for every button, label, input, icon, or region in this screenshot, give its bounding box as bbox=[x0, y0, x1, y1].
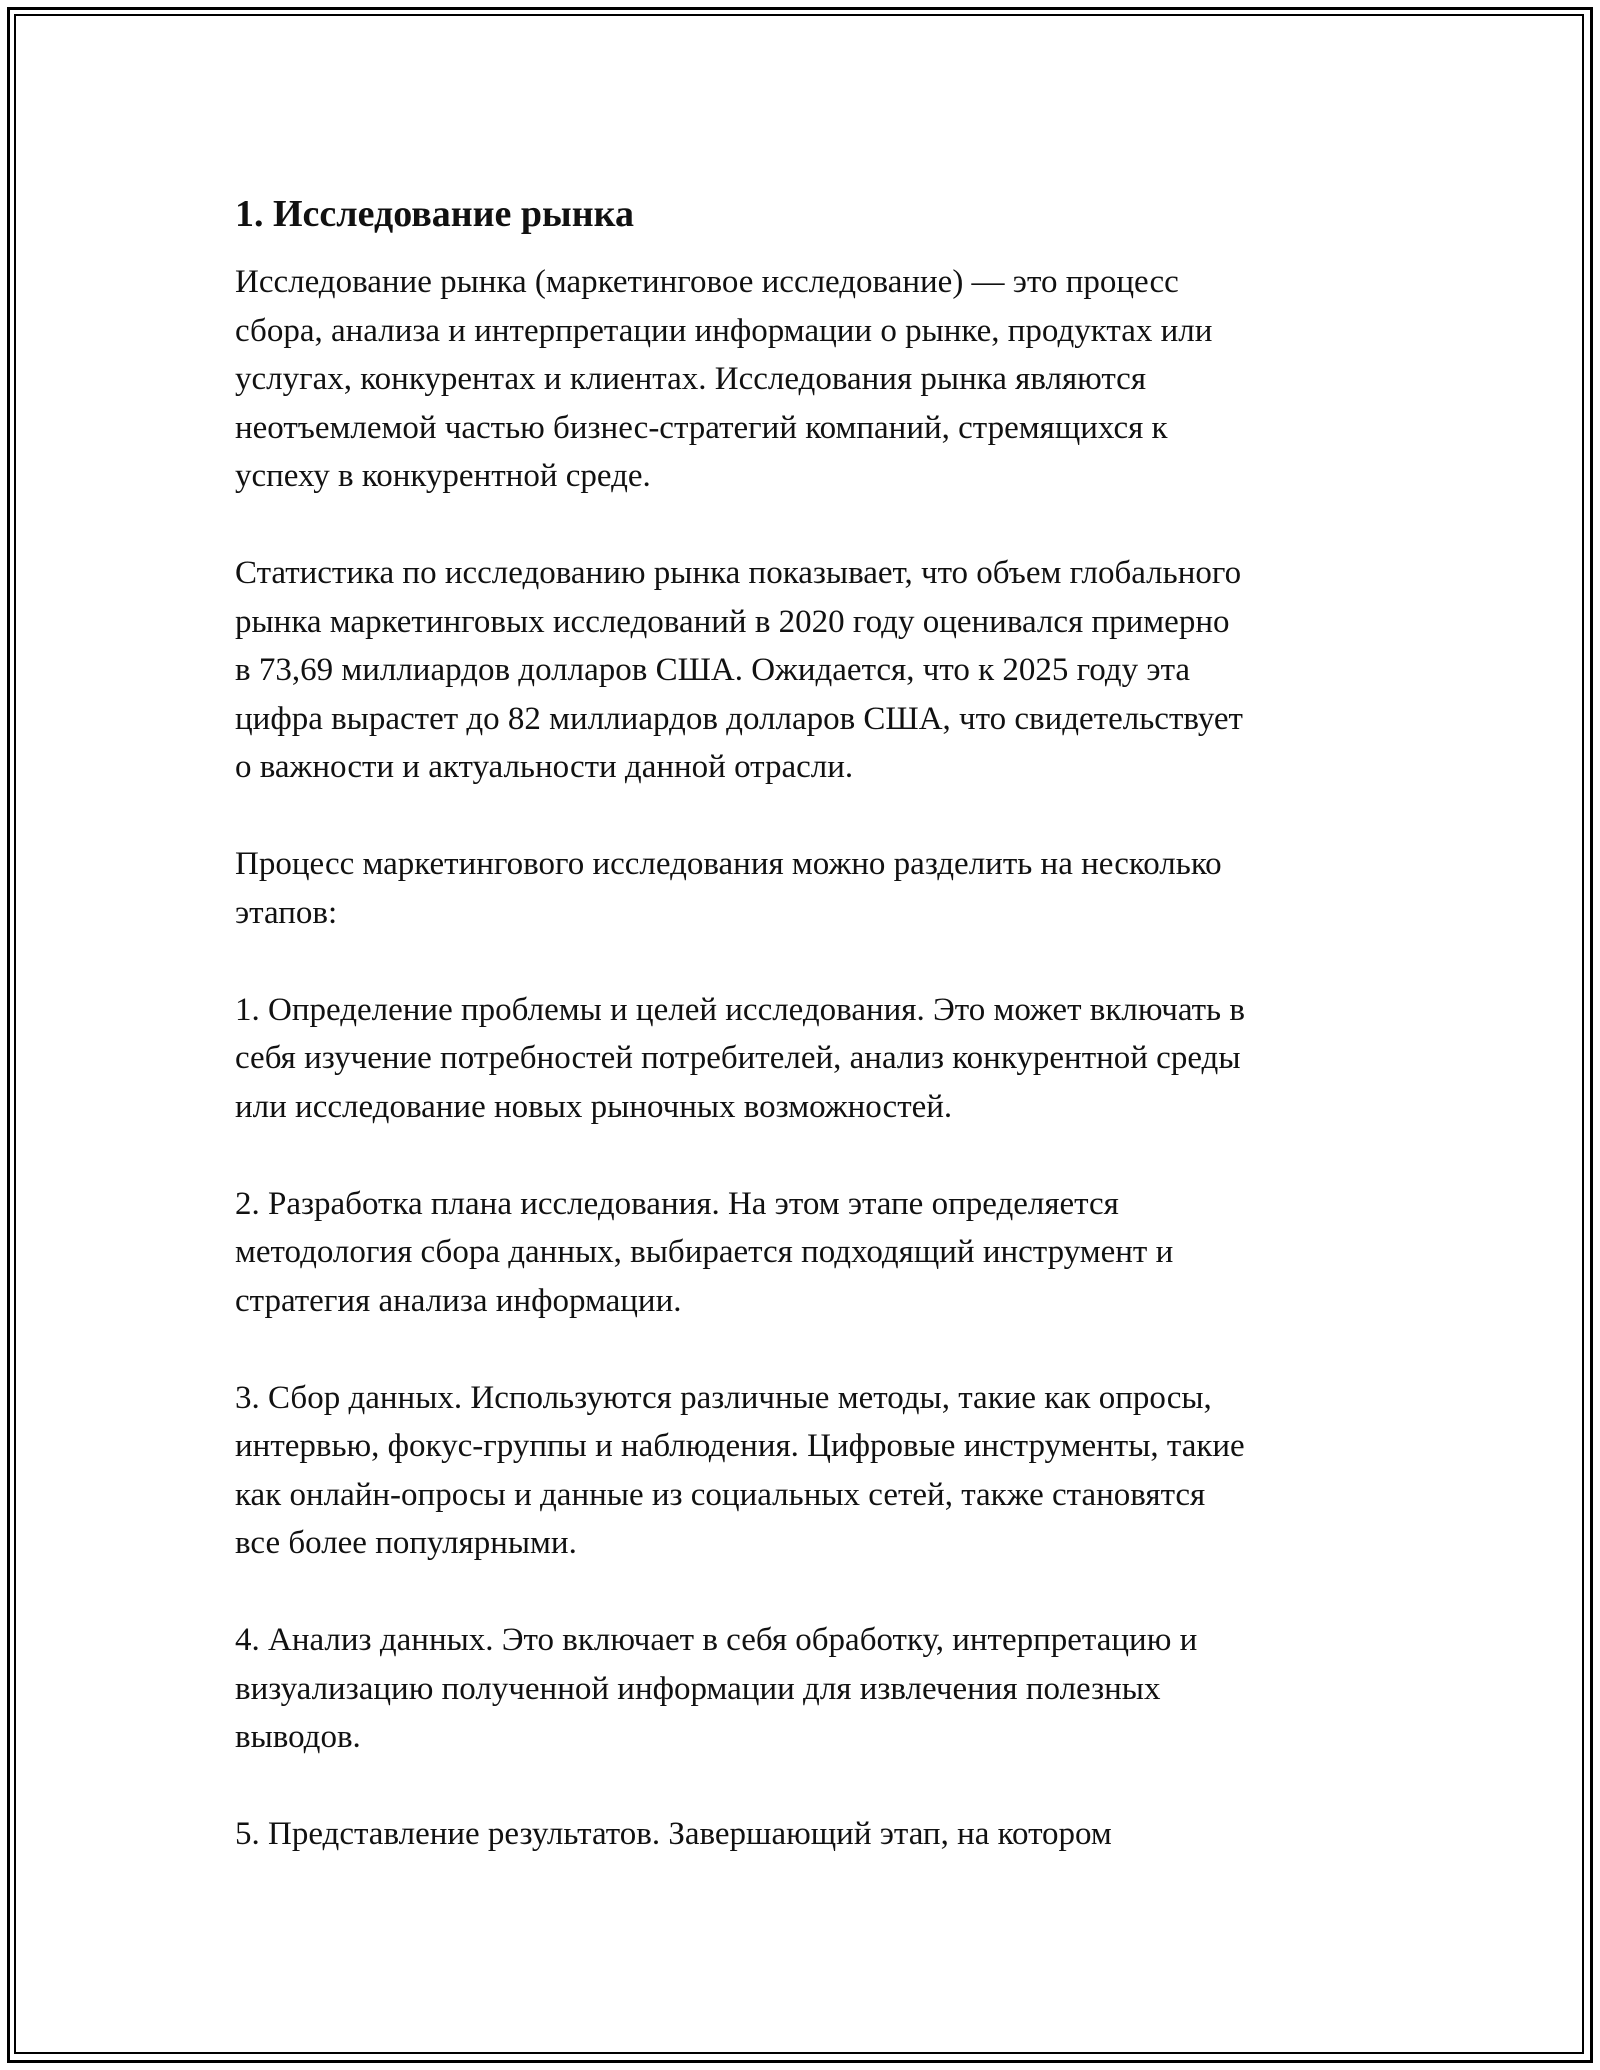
paragraph-process-intro: Процесс маркетингового исследования можно разделить на несколько этапов: bbox=[235, 846, 1222, 931]
list-item-step-5: 5. Представление результатов. Завершающий этап, на котором bbox=[235, 1816, 1112, 1852]
list-item-step-3: 3. Сбор данных. Используются различные методы, такие как опросы, интервью, фокус-группы и наблюдения. Цифровые инструменты, такие как онлайн-опросы и данные из социальных сетей, также становятся все более популярными. bbox=[235, 1379, 1245, 1561]
list-item-step-2: 2. Разработка плана исследования. На этом этапе определяется методология сбора данных, выбирается подходящий инструмент и стратегия анализа информации. bbox=[235, 1185, 1174, 1319]
list-item-step-1: 1. Определение проблемы и целей исследования. Это может включать в себя изучение потребностей потребителей, анализ конкурентной среды или исследование новых рыночных возможностей. bbox=[235, 991, 1245, 1125]
list-item-step-4: 4. Анализ данных. Это включает в себя обработку, интерпретацию и визуализацию полученной информации для извлечения полезных выводов. bbox=[235, 1622, 1198, 1755]
paragraph-definition: Исследование рынка (маркетинговое исследование) — это процесс сбора, анализа и интерпретации информации о рынке, продуктах или услугах, конкурентах и клиентах. Исследования рынка являются неотъемлемой частью бизнес-стратегий компаний, стремящихся к успеху в конкурентной среде. bbox=[235, 264, 1213, 494]
document-body bbox=[235, 186, 1395, 1907]
paragraph-statistics: Статистика по исследованию рынка показывает, что объем глобального рынка маркетинговых исследований в 2020 году оценивался примерно в 73,69 миллиардов долларов США. Ожидается, что к 2025 году эта цифра вырастет до 82 миллиардов долларов США, что свидетельствует о важности и актуальности данной отрасли. bbox=[235, 555, 1243, 785]
section-heading: 1. Исследование рынка bbox=[235, 193, 634, 235]
